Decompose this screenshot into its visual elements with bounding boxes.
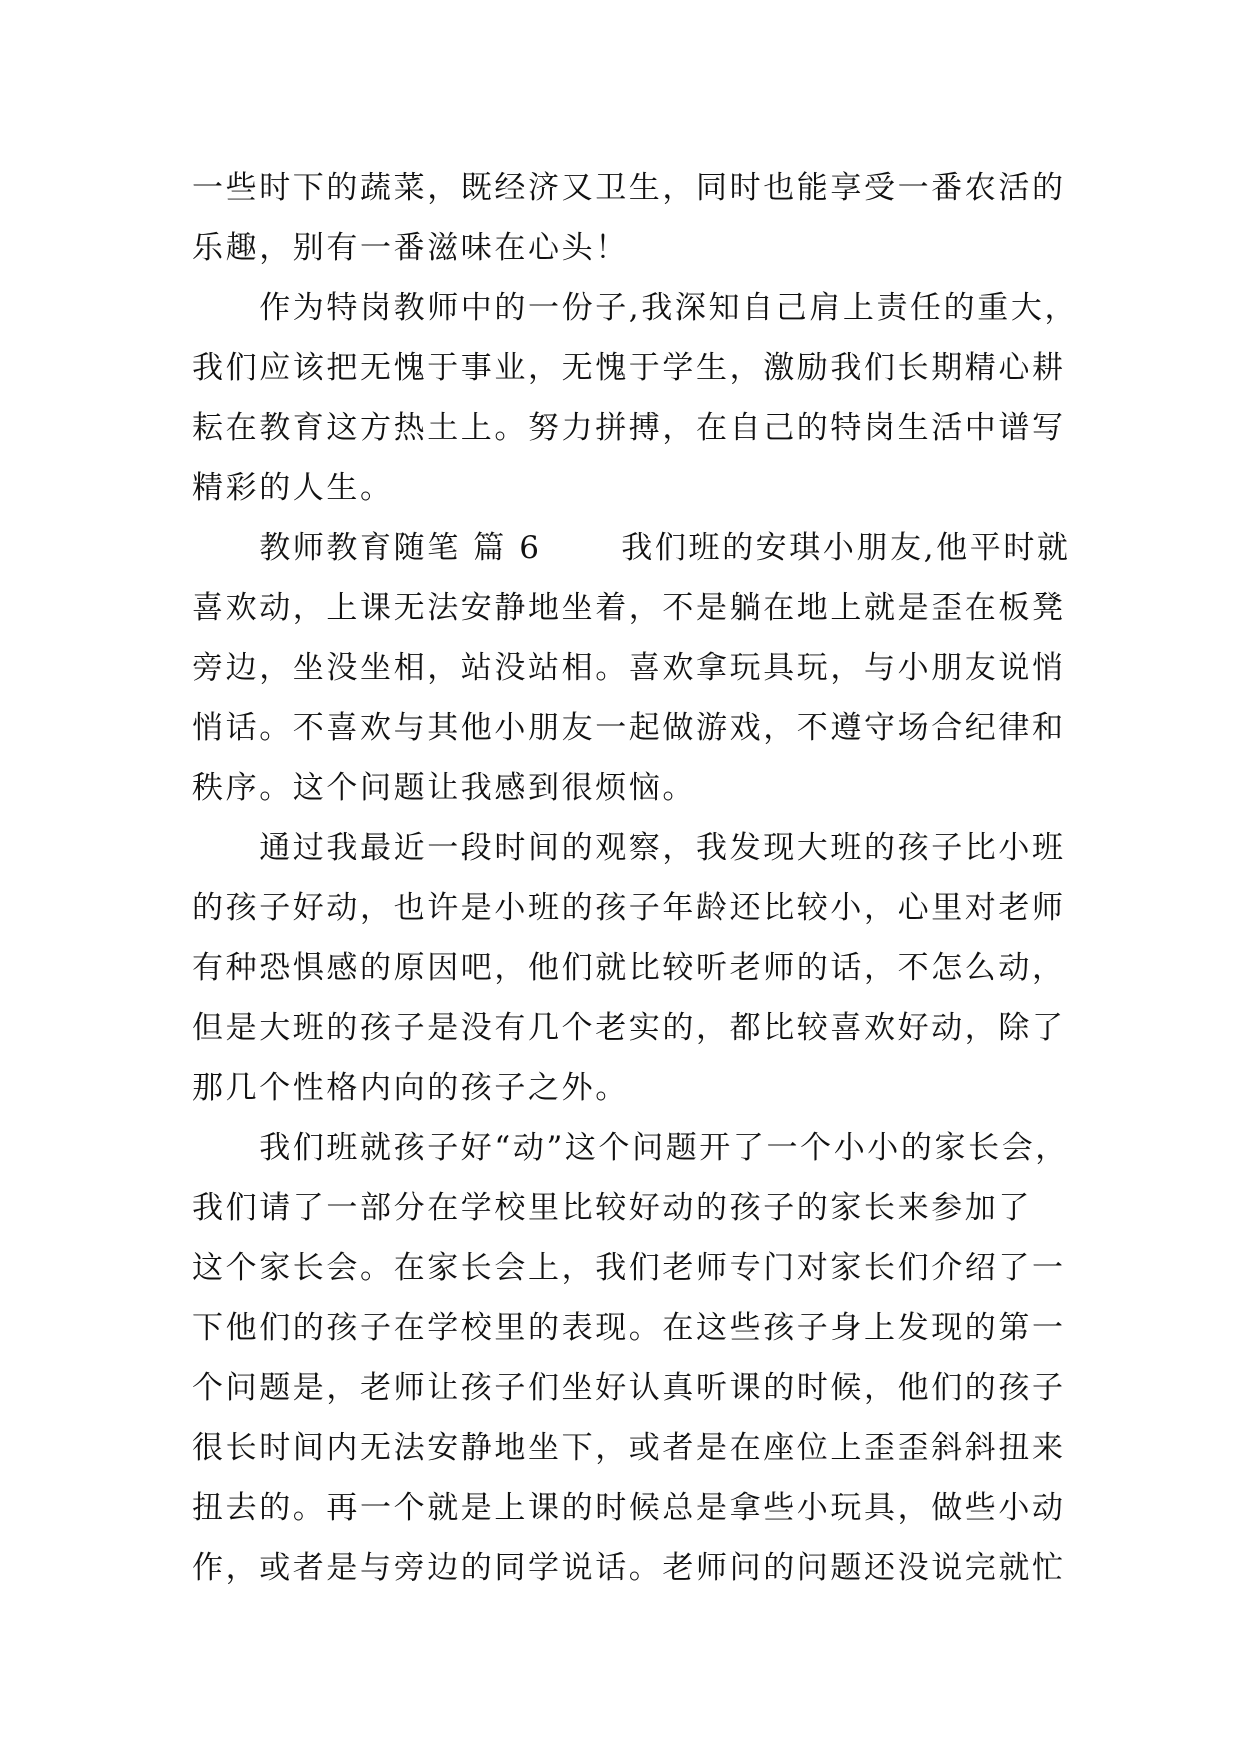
text-line: 悄话。不喜欢与其他小朋友一起做游戏，不遵守场合纪律和 [192, 710, 1066, 746]
text-line: 下他们的孩子在学校里的表现。在这些孩子身上发现的第一 [192, 1310, 1066, 1346]
text-line: 喜欢动，上课无法安静地坐着，不是躺在地上就是歪在板凳 [192, 590, 1066, 626]
text-line: 一些时下的蔬菜，既经济又卫生，同时也能享受一番农活的 [192, 170, 1066, 206]
text-line: 很长时间内无法安静地坐下，或者是在座位上歪歪斜斜扭来 [192, 1430, 1066, 1466]
text-line: 那几个性格内向的孩子之外。 [192, 1070, 629, 1106]
text-line: 作为特岗教师中的一份子,我深知自己肩上责任的重大， [192, 290, 1079, 326]
text-line: 作，或者是与旁边的同学说话。老师问的问题还没说完就忙 [192, 1550, 1066, 1586]
text-line: 这个家长会。在家长会上，我们老师专门对家长们介绍了一 [192, 1250, 1066, 1286]
text-line: 我们应该把无愧于事业，无愧于学生，激励我们长期精心耕 [192, 350, 1066, 386]
text-line: 乐趣，别有一番滋味在心头！ [192, 230, 629, 266]
text-line: 我们请了一部分在学校里比较好动的孩子的家长来参加了 [192, 1190, 1032, 1226]
text-line: 的孩子好动，也许是小班的孩子年龄还比较小，心里对老师 [192, 890, 1066, 926]
text-line: 通过我最近一段时间的观察，我发现大班的孩子比小班 [192, 830, 1066, 866]
text-line: 教师教育随笔 篇 6 我们班的安琪小朋友,他平时就 [192, 530, 1071, 566]
text-line: 但是大班的孩子是没有几个老实的，都比较喜欢好动，除了 [192, 1010, 1066, 1046]
text-line: 扭去的。再一个就是上课的时候总是拿些小玩具，做些小动 [192, 1490, 1066, 1526]
text-line: 我们班就孩子好“动”这个问题开了一个小小的家长会， [192, 1130, 1069, 1166]
text-line: 秩序。这个问题让我感到很烦恼。 [192, 770, 696, 806]
text-line: 精彩的人生。 [192, 470, 394, 506]
text-line: 个问题是，老师让孩子们坐好认真听课的时候，他们的孩子 [192, 1370, 1066, 1406]
text-line: 旁边，坐没坐相，站没站相。喜欢拿玩具玩，与小朋友说悄 [192, 650, 1066, 686]
text-line: 耘在教育这方热土上。努力拼搏，在自己的特岗生活中谱写 [192, 410, 1066, 446]
text-line: 有种恐惧感的原因吧，他们就比较听老师的话，不怎么动， [192, 950, 1066, 986]
